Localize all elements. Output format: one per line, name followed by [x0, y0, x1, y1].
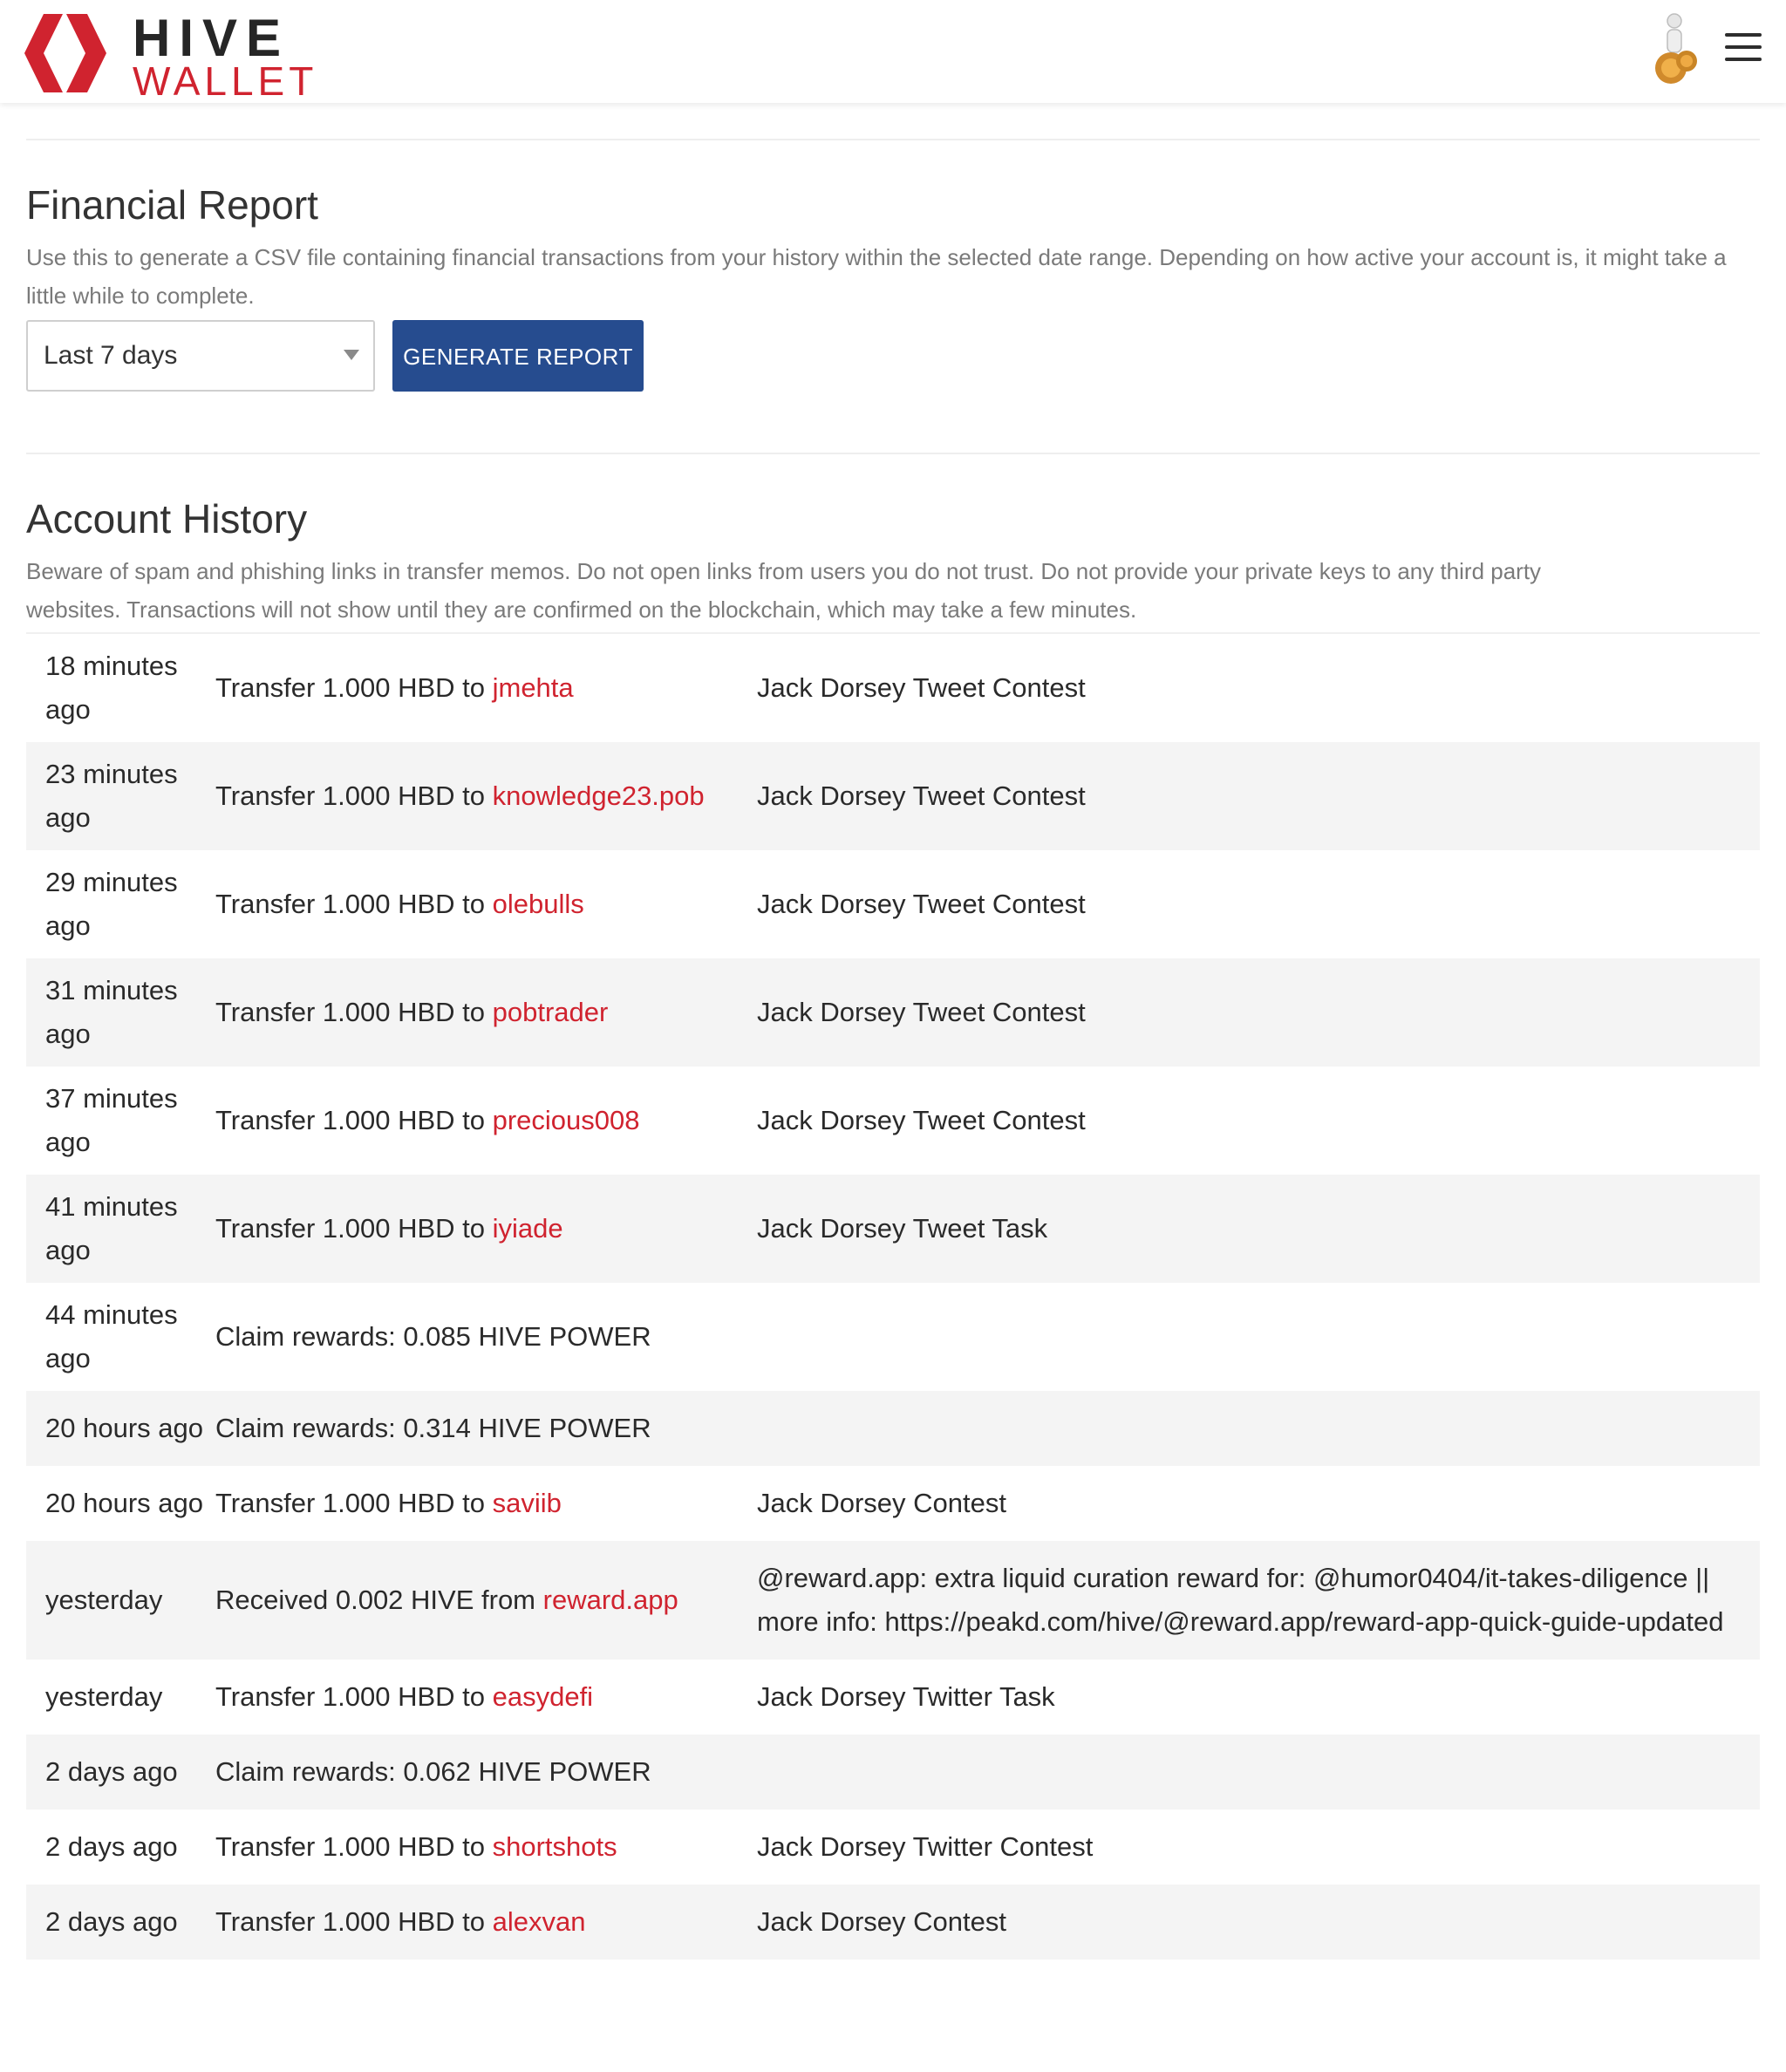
history-operation	[215, 774, 757, 818]
history-account-link[interactable]: knowledge23.pob	[492, 780, 705, 811]
history-time: 2 days ago	[45, 1756, 178, 1787]
history-memo: Jack Dorsey Tweet Contest	[757, 889, 1086, 919]
history-account-link[interactable]: pobtrader	[492, 997, 609, 1027]
financial-report-section	[26, 181, 1760, 392]
history-operation-text: Transfer 1.000 HBD to	[215, 1906, 493, 1937]
history-operation-text: Transfer 1.000 HBD to	[215, 672, 493, 703]
report-controls	[26, 320, 1760, 392]
history-operation	[215, 991, 757, 1034]
history-time: yesterday	[45, 1585, 163, 1615]
history-account-link[interactable]: easydefi	[492, 1681, 594, 1712]
history-memo: @reward.app: extra liquid curation reward for: @humor0404/it-takes-diligence || more info: https://peakd.com/hive/@reward.app/reward-app-quick-guide-updated	[757, 1563, 1724, 1637]
history-time: 23 minutes ago	[45, 759, 178, 833]
history-operation-text: Transfer 1.000 HBD to	[215, 1681, 493, 1712]
history-operation-text: Transfer 1.000 HBD to	[215, 997, 493, 1027]
history-row	[26, 1735, 1760, 1810]
history-operation	[215, 1099, 757, 1142]
history-account-link[interactable]: olebulls	[492, 889, 584, 919]
history-operation	[215, 1825, 757, 1869]
report-period-value: Last 7 days	[44, 341, 178, 370]
history-memo: Jack Dorsey Tweet Contest	[757, 997, 1086, 1027]
history-operation-text: Transfer 1.000 HBD to	[215, 1831, 493, 1862]
history-operation	[215, 1900, 757, 1944]
history-memo: Jack Dorsey Tweet Contest	[757, 780, 1086, 811]
history-time: 2 days ago	[45, 1906, 178, 1937]
history-account-link[interactable]: alexvan	[492, 1906, 586, 1937]
history-operation	[215, 1315, 757, 1359]
history-operation	[215, 666, 757, 710]
history-memo: Jack Dorsey Twitter Contest	[757, 1831, 1094, 1862]
history-time: 44 minutes ago	[45, 1299, 178, 1373]
history-time: 2 days ago	[45, 1831, 178, 1862]
history-operation-text: Received 0.002 HIVE from	[215, 1585, 543, 1615]
hamburger-menu-icon[interactable]	[1720, 26, 1769, 70]
history-operation-text: Claim rewards: 0.062 HIVE POWER	[215, 1756, 651, 1787]
history-operation-text: Transfer 1.000 HBD to	[215, 1488, 493, 1518]
history-time: 20 hours ago	[45, 1413, 203, 1443]
history-operation	[215, 1407, 757, 1450]
account-history-table	[26, 632, 1760, 1960]
history-memo: Jack Dorsey Contest	[757, 1488, 1006, 1518]
history-row	[26, 742, 1760, 850]
history-row	[26, 634, 1760, 742]
history-memo: Jack Dorsey Tweet Contest	[757, 672, 1086, 703]
history-row	[26, 1391, 1760, 1466]
account-history-title: Account History	[26, 496, 308, 542]
history-operation-text: Transfer 1.000 HBD to	[215, 889, 493, 919]
logo-text-hive: HIVE	[133, 9, 290, 67]
section-divider	[26, 453, 1760, 454]
history-account-link[interactable]: shortshots	[492, 1831, 617, 1862]
history-time: 18 minutes ago	[45, 651, 178, 725]
hive-logo-icon	[24, 14, 115, 92]
history-account-link[interactable]: precious008	[492, 1105, 640, 1135]
history-operation	[215, 1675, 757, 1719]
history-memo: Jack Dorsey Tweet Task	[757, 1213, 1048, 1244]
history-row	[26, 850, 1760, 958]
history-row	[26, 958, 1760, 1067]
history-operation	[215, 1482, 757, 1525]
logo-text-wallet: WALLET	[133, 58, 318, 104]
chevron-down-icon	[344, 350, 359, 360]
history-account-link[interactable]: reward.app	[542, 1585, 678, 1615]
report-period-select[interactable]	[26, 320, 375, 392]
hive-wallet-logo[interactable]	[24, 9, 318, 104]
history-memo: Jack Dorsey Tweet Contest	[757, 1105, 1086, 1135]
history-row	[26, 1466, 1760, 1541]
history-time: 41 minutes ago	[45, 1191, 178, 1265]
history-row	[26, 1541, 1760, 1660]
history-memo: Jack Dorsey Contest	[757, 1906, 1006, 1937]
financial-report-description: Use this to generate a CSV file containing financial transactions from your history within the selected date range. Depending on how active your account is, it might take a little while to complete.	[26, 244, 1727, 309]
history-time: 31 minutes ago	[45, 975, 178, 1049]
history-time: 29 minutes ago	[45, 867, 178, 941]
history-row	[26, 1175, 1760, 1283]
history-row	[26, 1067, 1760, 1175]
history-operation	[215, 1750, 757, 1794]
history-account-link[interactable]: iyiade	[492, 1213, 563, 1244]
generate-report-button[interactable]: GENERATE REPORT	[392, 320, 644, 392]
history-time: yesterday	[45, 1681, 163, 1712]
history-row	[26, 1810, 1760, 1885]
history-row	[26, 1885, 1760, 1960]
user-avatar[interactable]	[1648, 12, 1701, 87]
history-operation	[215, 1207, 757, 1251]
history-memo: Jack Dorsey Twitter Task	[757, 1681, 1055, 1712]
history-account-link[interactable]: saviib	[492, 1488, 562, 1518]
history-operation-text: Claim rewards: 0.085 HIVE POWER	[215, 1321, 651, 1352]
history-time: 20 hours ago	[45, 1488, 203, 1518]
account-history-description: Beware of spam and phishing links in transfer memos. Do not open links from users you do not trust. Do not provide your private keys to any third party websites. Transactions will not show until they are confirmed on the blockchain, which may take a few minutes.	[26, 558, 1542, 623]
top-divider	[26, 139, 1760, 140]
history-operation-text: Claim rewards: 0.314 HIVE POWER	[215, 1413, 651, 1443]
account-history-section	[26, 494, 1760, 1960]
history-operation	[215, 1578, 757, 1622]
history-operation-text: Transfer 1.000 HBD to	[215, 1105, 493, 1135]
history-account-link[interactable]: jmehta	[492, 672, 574, 703]
history-operation-text: Transfer 1.000 HBD to	[215, 780, 493, 811]
history-row	[26, 1283, 1760, 1391]
main-content	[26, 103, 1760, 1960]
history-time: 37 minutes ago	[45, 1083, 178, 1157]
history-operation-text: Transfer 1.000 HBD to	[215, 1213, 493, 1244]
top-navigation-bar	[0, 0, 1786, 103]
financial-report-title: Financial Report	[26, 182, 318, 228]
history-operation	[215, 883, 757, 926]
history-row	[26, 1660, 1760, 1735]
